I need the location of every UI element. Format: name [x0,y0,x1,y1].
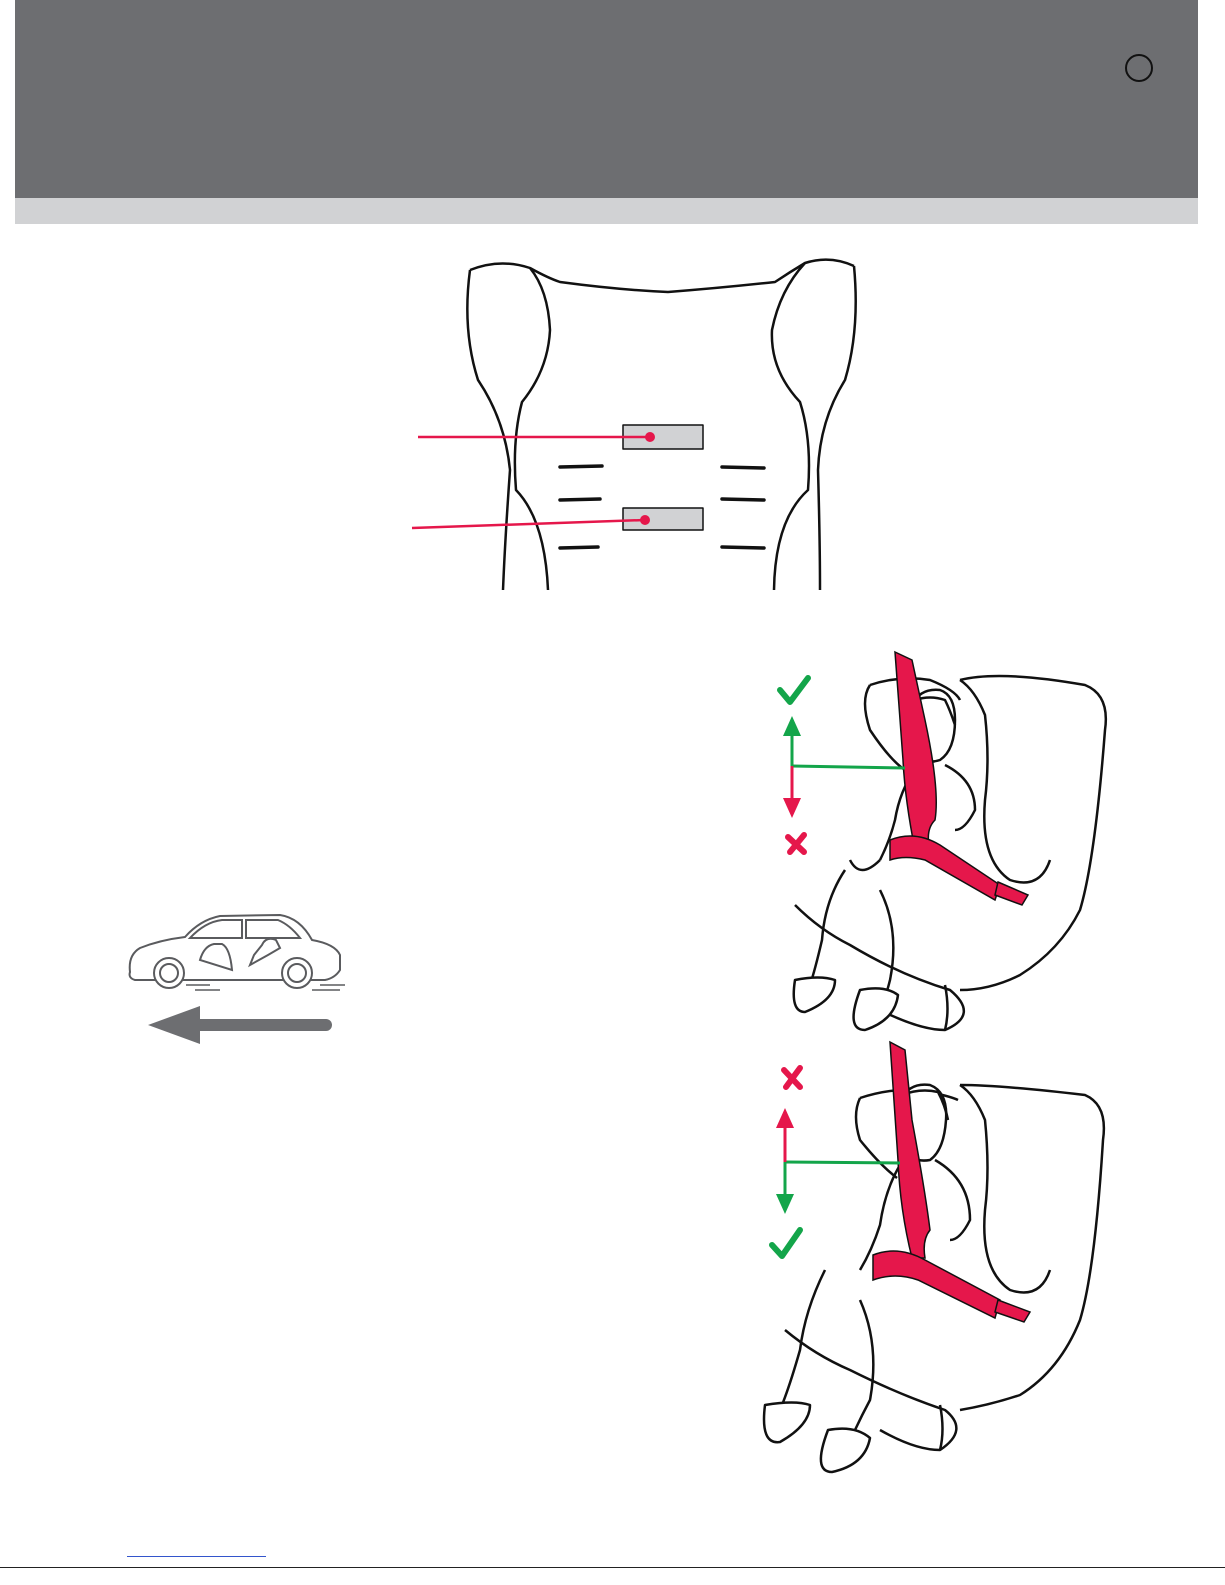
child-seated-belt-fit-icon [764,1042,1104,1472]
cross-icon [784,1068,800,1087]
footer-rule [0,1567,1225,1568]
child-seated-belt-fit-icon [780,652,1106,1030]
car-forward-motion-icon [130,915,345,990]
footer-link-underline[interactable] [127,1556,266,1557]
direction-arrow-icon [148,1006,326,1044]
cross-icon [788,835,804,852]
check-icon [772,1230,800,1256]
check-icon [780,678,808,702]
booster-seat-back-icon [467,260,855,590]
seat-callout-lines [412,437,650,528]
